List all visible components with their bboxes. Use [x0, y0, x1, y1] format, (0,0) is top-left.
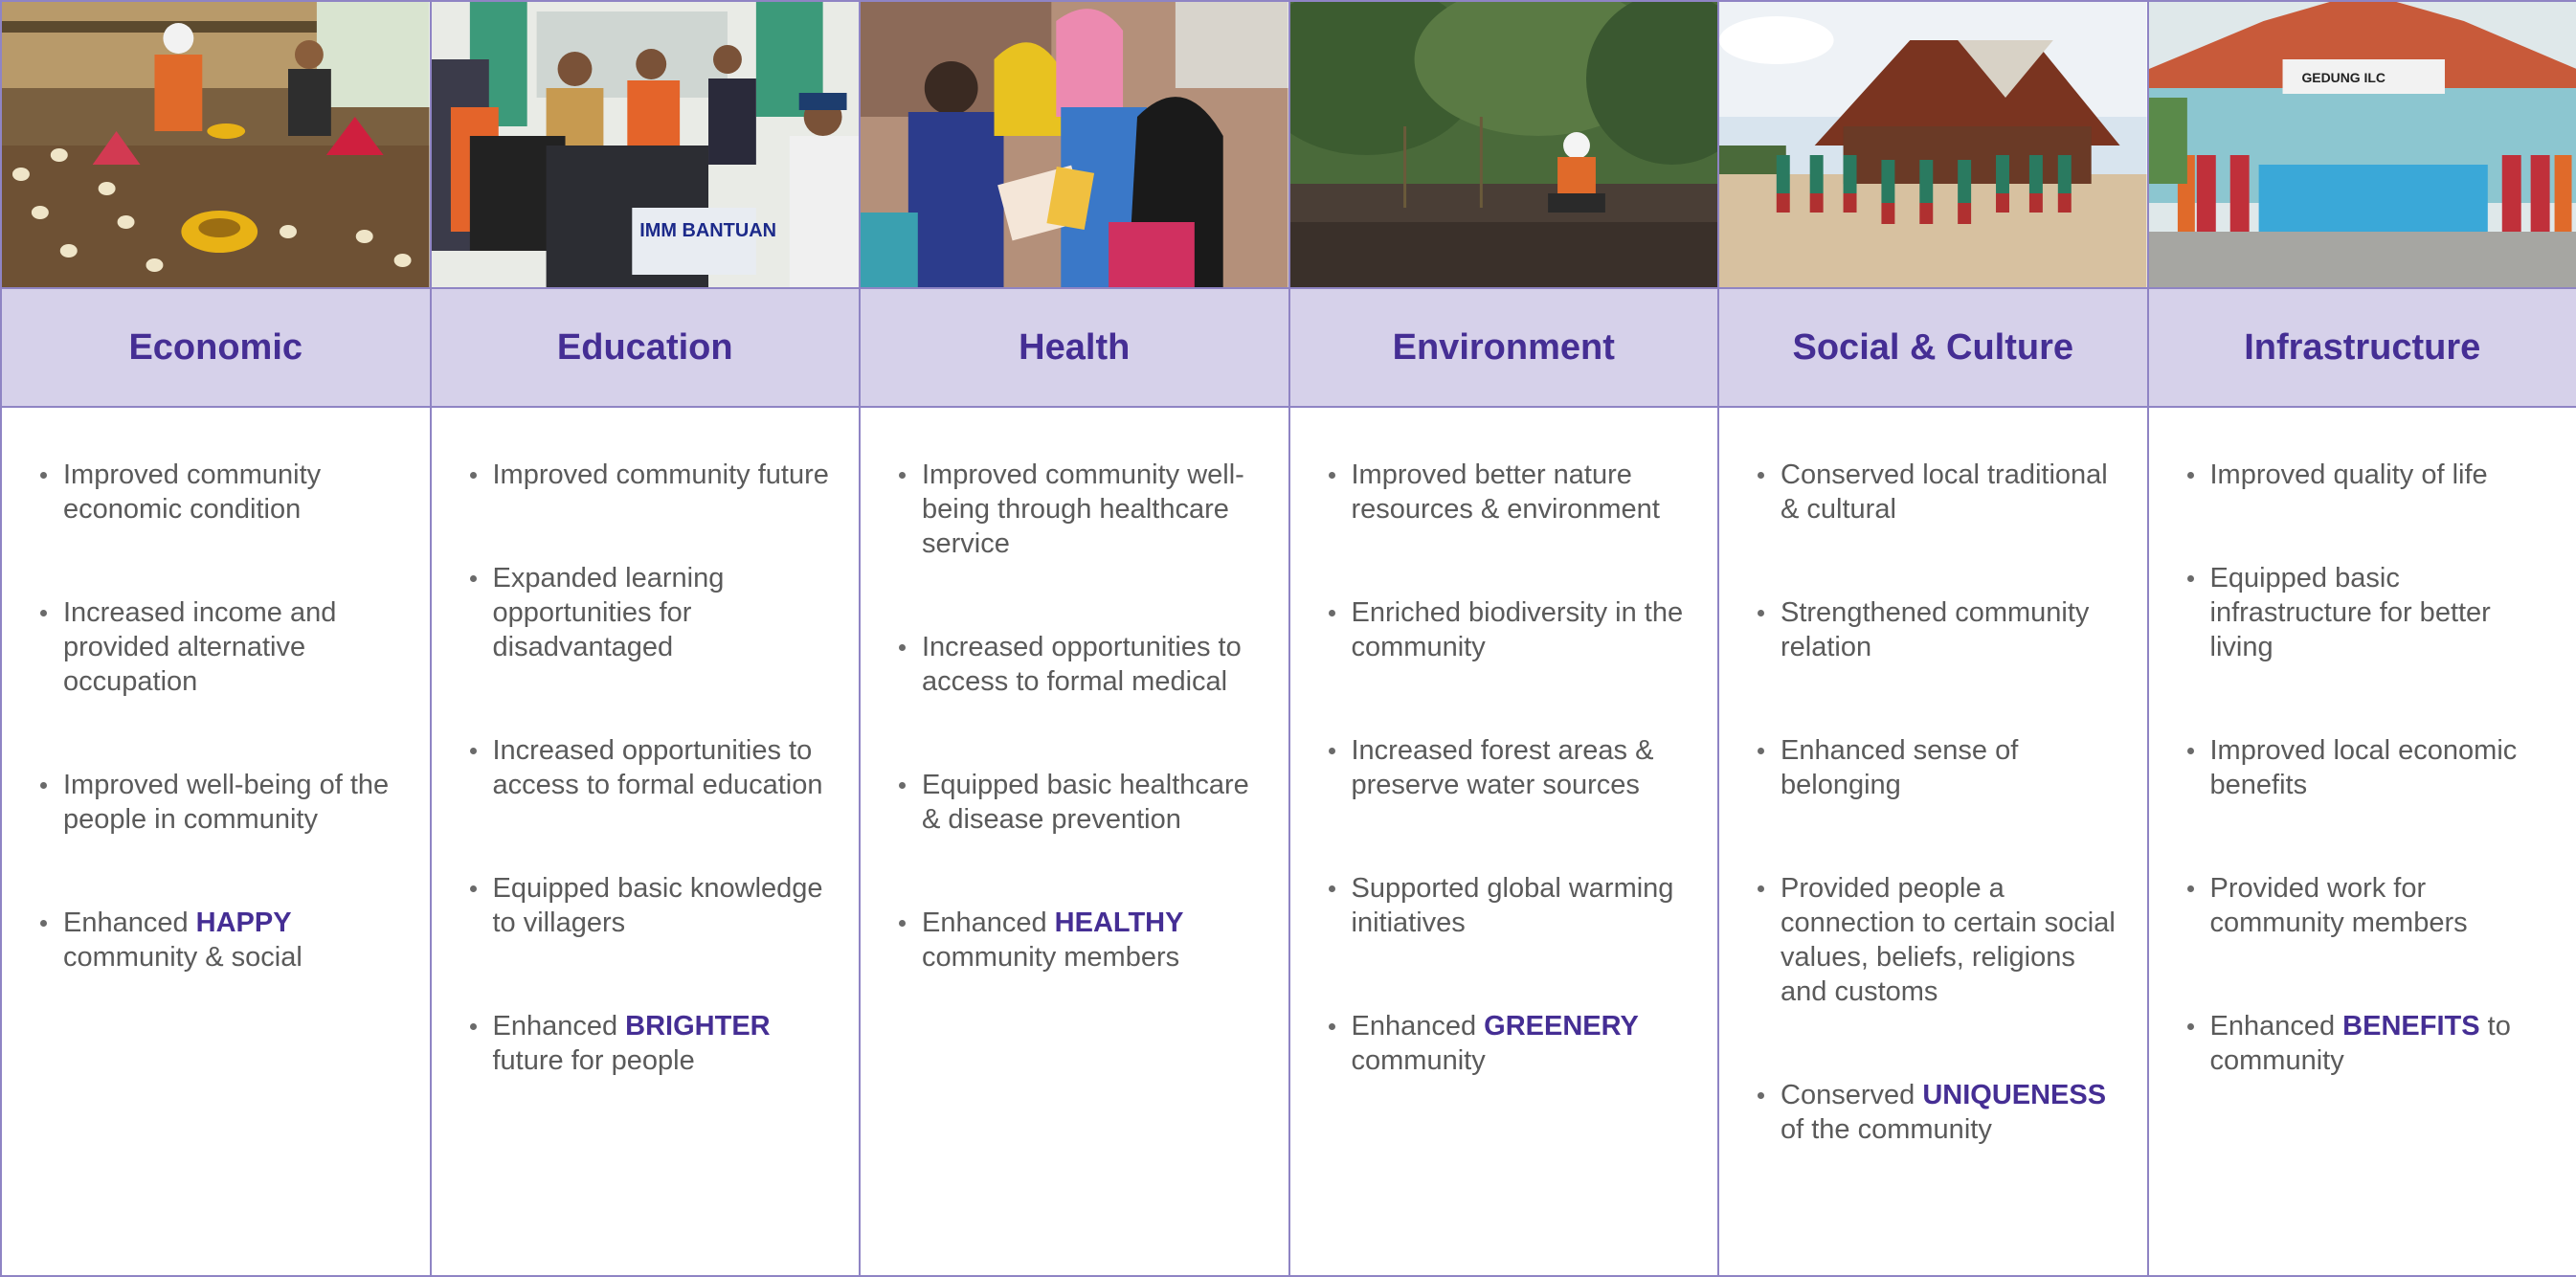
- learning-center-photo: [2149, 2, 2576, 287]
- impact-list: [1719, 408, 2147, 1216]
- column-title: Social & Culture: [1792, 326, 2073, 368]
- impact-list: [861, 408, 1288, 1043]
- column-infrastructure: [2149, 0, 2576, 1277]
- list-item: Conserved local traditional & cultural: [1754, 458, 2126, 526]
- list-item: Enhanced BRIGHTER future for people: [466, 1009, 839, 1078]
- list-item: Increased opportunities to access to formal medical: [895, 630, 1267, 699]
- column-education: [432, 0, 862, 1277]
- list-item: Conserved UNIQUENESS of the community: [1754, 1078, 2126, 1147]
- list-item: Supported global warming initiatives: [1325, 871, 1697, 940]
- list-item: Improved community future: [466, 458, 839, 492]
- column-health: [861, 0, 1290, 1277]
- list-item: Improved well-being of the people in community: [36, 768, 409, 837]
- list-item: Enhanced HEALTHY community members: [895, 906, 1267, 975]
- impact-list: [2, 408, 430, 1043]
- health-counseling-photo: [861, 2, 1288, 287]
- highlight-word: GREENERY: [1484, 1011, 1639, 1042]
- list-item: Improved local economic benefits: [2184, 733, 2556, 802]
- computer-donation-photo: [432, 2, 860, 287]
- list-item: Equipped basic healthcare & disease prevention: [895, 768, 1267, 837]
- column-title: Environment: [1392, 326, 1615, 368]
- column-title: Economic: [128, 326, 303, 368]
- impact-list: [2149, 408, 2576, 1147]
- column-header: [2149, 287, 2576, 408]
- column-environment: [1290, 0, 1720, 1277]
- list-item: Improved community economic condition: [36, 458, 409, 526]
- list-item: Equipped basic knowledge to villagers: [466, 871, 839, 940]
- list-item: Improved community well-being through healthcare service: [895, 458, 1267, 561]
- column-header: [1719, 287, 2147, 408]
- column-title: Education: [556, 326, 733, 368]
- list-item: Strengthened community relation: [1754, 595, 2126, 664]
- list-item: Improved better nature resources & environment: [1325, 458, 1697, 526]
- column-header: [1290, 287, 1718, 408]
- list-item: Enhanced HAPPY community & social: [36, 906, 409, 975]
- impact-list: [432, 408, 860, 1147]
- column-title: Infrastructure: [2244, 326, 2481, 368]
- list-item: Increased forest areas & preserve water sources: [1325, 733, 1697, 802]
- column-header: [432, 287, 860, 408]
- list-item: Enhanced sense of belonging: [1754, 733, 2126, 802]
- column-header: [861, 287, 1288, 408]
- list-item: Enhanced BENEFITS to community: [2184, 1009, 2556, 1078]
- column-header: [2, 287, 430, 408]
- traditional-dance-photo: [1719, 2, 2147, 287]
- list-item: Enriched biodiversity in the community: [1325, 595, 1697, 664]
- highlight-word: BRIGHTER: [625, 1011, 771, 1042]
- building-sign: GEDUNG ILC: [2300, 69, 2386, 86]
- highlight-word: HAPPY: [195, 907, 292, 938]
- list-item: Increased income and provided alternative occupation: [36, 595, 409, 699]
- impact-list: [1290, 408, 1718, 1147]
- list-item: Improved quality of life: [2184, 458, 2556, 492]
- highlight-word: HEALTHY: [1054, 907, 1184, 938]
- list-item: Provided people a connection to certain social values, beliefs, religions and customs: [1754, 871, 2126, 1009]
- list-item: Increased opportunities to access to formal education: [466, 733, 839, 802]
- monitor-label: IMM BANTUAN: [638, 219, 776, 242]
- list-item: Provided work for community members: [2184, 871, 2556, 940]
- list-item: Expanded learning opportunities for disadvantaged: [466, 561, 839, 664]
- list-item: Equipped basic infrastructure for better living: [2184, 561, 2556, 664]
- column-title: Health: [1019, 326, 1131, 368]
- highlight-word: UNIQUENESS: [1922, 1080, 2107, 1110]
- poultry-farm-photo: [2, 2, 430, 287]
- highlight-word: BENEFITS: [2342, 1011, 2480, 1042]
- list-item: Enhanced GREENERY community: [1325, 1009, 1697, 1078]
- column-social-culture: [1719, 0, 2149, 1277]
- column-economic: [2, 0, 432, 1277]
- mangrove-planting-photo: [1290, 2, 1718, 287]
